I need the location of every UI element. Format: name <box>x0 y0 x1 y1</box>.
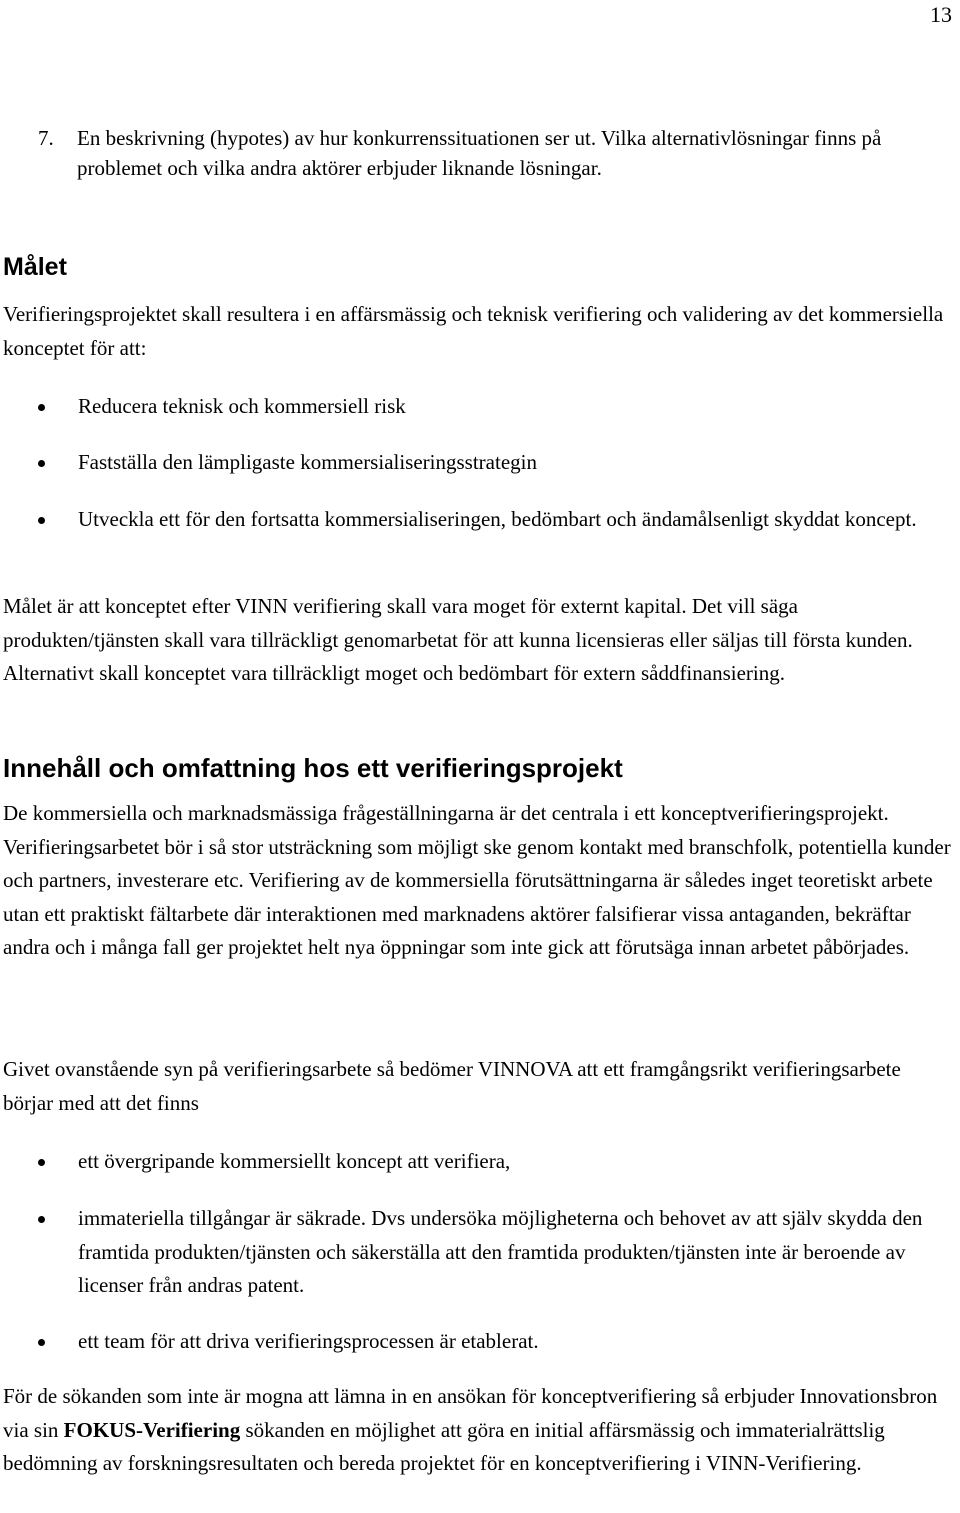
bullet-text: ett team för att driva verifieringsprocessen är etablerat. <box>78 1329 539 1353</box>
final-paragraph <box>3 1380 956 1481</box>
bullet-text: Fastställa den lämpligaste kommersialiseringsstrategin <box>78 450 537 474</box>
bullet-icon <box>38 1159 45 1166</box>
bullet-item <box>0 390 930 424</box>
bullet-icon <box>38 1339 45 1346</box>
bullet-text: Utveckla ett för den fortsatta kommersialiseringen, bedömbart och ändamålsenligt skyddat koncept. <box>78 507 917 531</box>
bullet-icon <box>38 517 45 524</box>
bullet-item <box>0 1202 930 1303</box>
page-number: 13 <box>930 2 952 27</box>
bullet-text: immateriella tillgångar är säkrade. Dvs undersöka möjligheterna och behovet av att själv skydda den framtida produkten/tjänsten och säkerställa att den framtida produkten/tjänsten inte är beroende av licenser från andras patent. <box>78 1206 923 1297</box>
fokus-verifiering-label: FOKUS-Verifiering <box>63 1417 241 1442</box>
content-paragraph-2: Givet ovanstående syn på verifieringsarbete så bedömer VINNOVA att ett framgångsrikt verifieringsarbete börjar med att det finns <box>3 1057 901 1115</box>
content-paragraph-1: De kommersiella och marknadsmässiga frågeställningarna är det centrala i ett konceptverifieringsprojekt. Verifieringsarbetet bör i så stor utsträckning som möjligt ske genom kontakt med branschfolk, potentiella kunder och partners, investerare etc. Verifiering av de kommersiella förutsättningarna är således inget teoretiskt arbete utan ett praktiskt fältarbete där interaktionen med marknadens aktörer falsifierar vissa antaganden, bekräftar andra och i många fall ger projektet helt nya öppningar som inte gick att förutsäga innan arbetet påbörjades. <box>3 801 951 959</box>
final-paragraph-text-2: sökanden en möjlighet att göra en initial affärsmässig och immaterialrättslig bedömning av forskningsresultaten och bereda projektet för en konceptverifiering i VINN-Verifiering. <box>3 1417 885 1475</box>
bullet-text: Reducera teknisk och kommersiell risk <box>78 394 406 418</box>
final-paragraph-text-1: För de sökanden som inte är mogna att lämna in en ansökan för konceptverifiering så erbjuder Innovationsbron via sin <box>3 1384 938 1442</box>
section-heading-malet: Målet <box>3 253 67 281</box>
list-number: 7. <box>38 126 54 150</box>
numbered-list-item <box>38 124 920 183</box>
list-item-text: En beskrivning (hypotes) av hur konkurrenssituationen ser ut. Vilka alternativlösningar finns på problemet och vilka andra aktörer erbjuder liknande lösningar. <box>77 126 882 180</box>
section-heading-innehall: Innehåll och omfattning hos ett verifieringsprojekt <box>3 753 623 783</box>
bullet-item <box>0 1145 930 1179</box>
intro-paragraph: Verifieringsprojektet skall resultera i en affärsmässig och teknisk verifiering och validering av det kommersiella konceptet för att: <box>3 302 944 360</box>
bullet-item <box>0 503 930 537</box>
bullet-icon <box>38 460 45 467</box>
bullet-item <box>0 446 930 480</box>
bullet-icon <box>38 1216 45 1223</box>
goal-paragraph: Målet är att konceptet efter VINN verifiering skall vara moget för externt kapital. Det vill säga produkten/tjänsten skall vara tillräckligt genomarbetat för att kunna licensieras eller säljas till första kunden. Alternativt skall konceptet vara tillräckligt moget och bedömbart för extern såddfinansiering. <box>3 594 913 685</box>
bullet-text: ett övergripande kommersiellt koncept att verifiera, <box>78 1149 511 1173</box>
bullet-icon <box>38 404 45 411</box>
bullet-item <box>0 1325 930 1359</box>
